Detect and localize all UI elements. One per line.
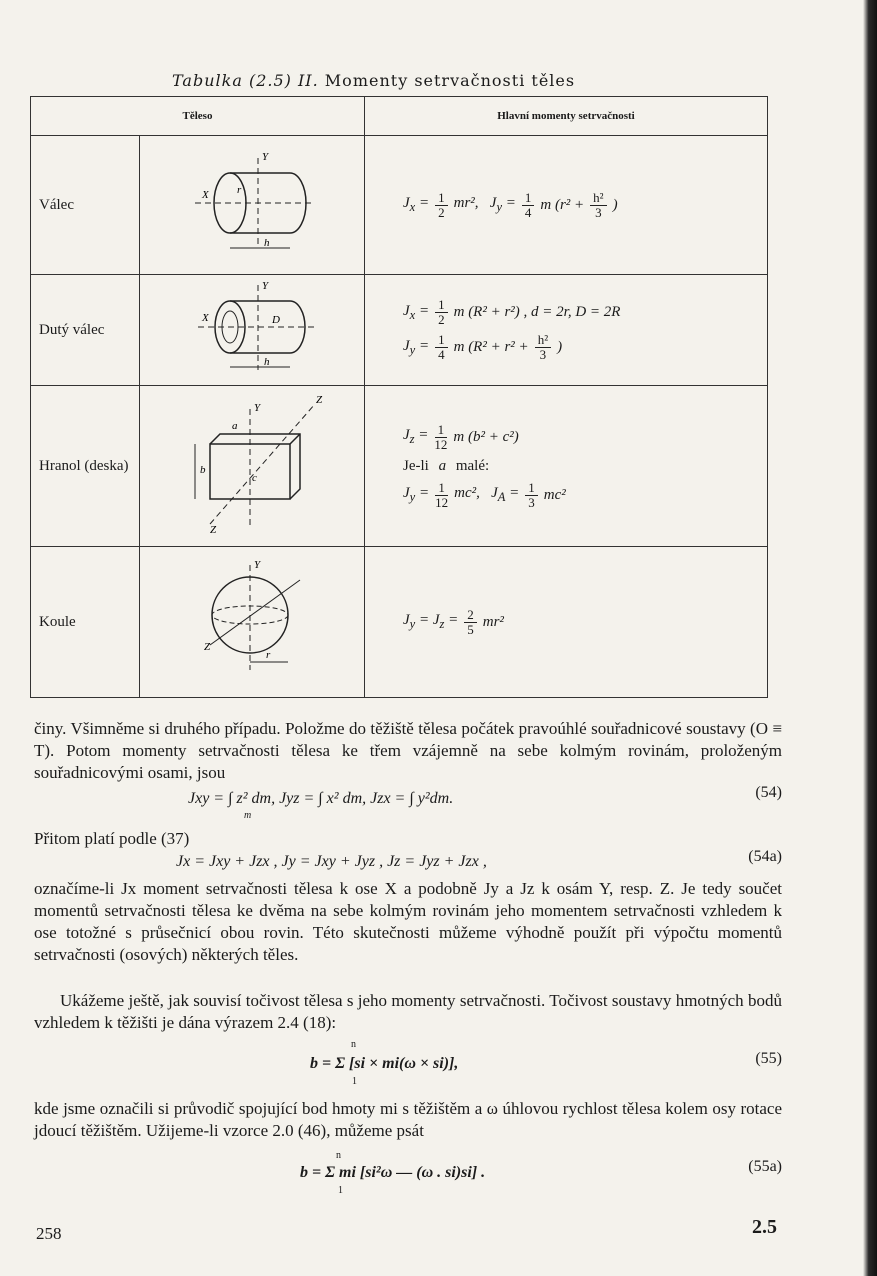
paragraph-3: označíme-li Jx moment setrvačnosti tělesa k ose X a podobně Jy a Jz k osám Y, resp. Z. Je tedy součet momentů setrvačnosti tělesa ke dvěma na sebe kolmým rovinám jeho momentem setrvačnosti vzhledem k ose totožné s průsečnicí obou rovin. Této skutečnosti můžeme výhodně použít při výpočtu momentů setrvačnosti (osových) některých těles.: [34, 879, 782, 964]
equation-55: b = Σ [si × mi(ω × si)],: [310, 1055, 459, 1072]
svg-text:r: r: [266, 648, 271, 661]
svg-text:r: r: [237, 183, 242, 196]
equation-54a: Jx = Jxy + Jzx , Jy = Jxy + Jyz , Jz = Jyz + Jzx ,: [176, 853, 487, 870]
svg-text:X: X: [202, 312, 209, 324]
caption-title: Momenty setrvačnosti těles: [324, 71, 576, 90]
table-row: [31, 386, 768, 547]
hollow-cylinder-diagram: [140, 275, 364, 380]
prism-figure: [140, 386, 365, 547]
equation-55a-number: (55a): [748, 1158, 782, 1175]
page-binding-edge: [863, 0, 877, 1276]
caption-prefix: Tabulka (2.5) II.: [172, 71, 319, 90]
svg-text:Y: Y: [262, 150, 269, 163]
svg-text:h: h: [264, 356, 270, 368]
paragraph-1: činy. Všimněme si druhého případu. Položme do těžiště tělesa počátek pravoúhlé souřadnicové soustavy (O ≡ T). Potom momenty setrvačnosti tělesa ke třem vzájemně na sebe kolmým rovinám, proloženým souřadnicovými osami, jsou: [34, 719, 782, 782]
hollow-cylinder-figure: [140, 275, 365, 386]
equation-54a-number: (54a): [748, 848, 782, 865]
svg-text:h: h: [264, 236, 270, 249]
cylinder-figure: [140, 136, 365, 275]
moments-table: [30, 96, 768, 698]
sum-lower-limit: 1: [352, 1076, 357, 1087]
sum-lower-limit: 1: [338, 1185, 343, 1196]
svg-text:Y: Y: [262, 280, 269, 292]
equation-54: Jxy = ∫ z² dm, Jyz = ∫ x² dm, Jzx = ∫ y²dm.: [188, 790, 454, 807]
svg-text:Z: Z: [316, 393, 323, 406]
sum-upper-limit: n: [336, 1150, 341, 1161]
equation-54-subscript: m: [244, 810, 252, 821]
cylinder-diagram: [140, 138, 364, 268]
formula-cell: $J_y = J_z$ = $\frac{2}{5}$ mr²: [365, 547, 768, 698]
equation-55a: b = Σ mi [si²ω — (ω . si)si] .: [300, 1164, 486, 1181]
svg-text:D: D: [272, 314, 280, 326]
header-moments: Hlavní momenty setrvačnosti: [365, 97, 768, 136]
svg-text:Z: Z: [204, 640, 211, 653]
table-row: [31, 136, 768, 275]
header-body: Těleso: [31, 97, 365, 136]
body-name: Válec: [31, 136, 140, 275]
svg-text:Y: Y: [254, 558, 261, 571]
body-name: Koule: [31, 547, 140, 698]
table-caption: [172, 71, 575, 90]
sphere-diagram: [140, 550, 364, 690]
equation-55-number: (55): [755, 1050, 782, 1067]
paragraph-5: kde jsme označili si průvodič spojující bod hmoty mi s těžištěm a ω úhlovou rychlost tělesa kolem osy rotace jdoucí těžištěm. Užijeme-li vzorce 2.0 (46), můžeme psát: [34, 1099, 782, 1140]
formula-cell: $J_x$ = $\frac{1}{2}$ mr², $J_y$ = $\frac{1}{4}$ m (r² + $\frac{\text{h²}}{3}$ ): [365, 136, 768, 275]
svg-text:Z: Z: [210, 523, 217, 536]
sum-upper-limit: n: [351, 1039, 356, 1050]
svg-text:c: c: [252, 471, 257, 484]
formula-cell: $J_x$ = $\frac{1}{2}$ m (R² + r²) , d = 2r, D = 2R $J_y$ = $\frac{1}{4}$ m (R² + r² + $\frac{\text{h²}}{3}$ ): [365, 275, 768, 386]
svg-text:X: X: [202, 188, 209, 201]
page-number: 258: [36, 1224, 62, 1243]
prism-diagram: [140, 389, 364, 539]
body-name: Hranol (deska): [31, 386, 140, 547]
svg-text:a: a: [232, 419, 238, 432]
paragraph-2: Přitom platí podle (37): [34, 829, 190, 848]
table-row: [31, 275, 768, 386]
sphere-figure: [140, 547, 365, 698]
section-number: 2.5: [752, 1216, 777, 1238]
equation-54-number: (54): [755, 784, 782, 801]
formula-cell: $J_z$ = $\frac{1}{12}$ m (b² + c²) Je-li a malé: $J_y$ = $\frac{1}{12}$ mc², $J_A$ = $\frac{1}{3}$ mc²: [365, 386, 768, 547]
svg-text:b: b: [200, 463, 206, 476]
table-row: [31, 547, 768, 698]
paragraph-4: Ukážeme ještě, jak souvisí točivost tělesa s jeho momenty setrvačnosti. Točivost soustavy hmotných bodů vzhledem k těžišti je dána výrazem 2.4 (18):: [34, 991, 782, 1032]
svg-text:Y: Y: [254, 401, 261, 414]
body-name: Dutý válec: [31, 275, 140, 386]
